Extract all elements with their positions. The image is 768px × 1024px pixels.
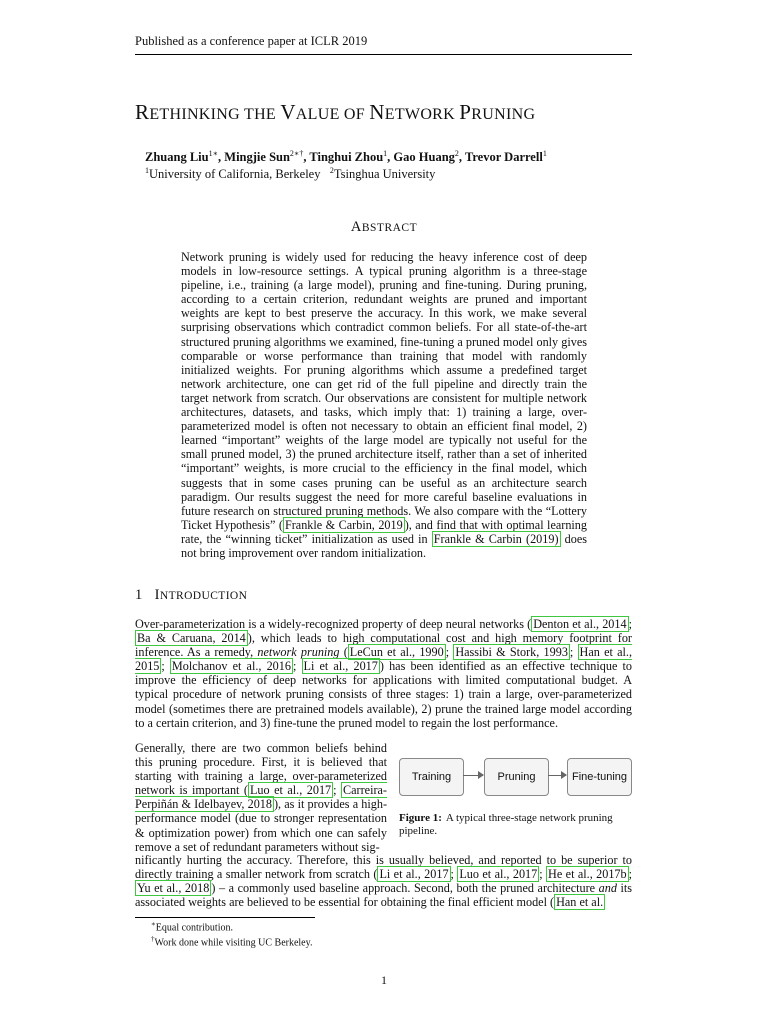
citation-link[interactable]: LeCun et al., 1990	[349, 645, 444, 660]
footnote-rule	[135, 917, 315, 918]
author-name: Zhuang Liu	[145, 150, 209, 165]
citation-link[interactable]: Luo et al., 2017	[459, 867, 538, 882]
intro-paragraph-1: Over-parameterization is a widely-recognized property of deep neural networks ( Denton et al., 2014 ; Ba & Caruana, 2014 ), which leads to high computational cost and high memory footprint for inference. As a remedy, network pruning ( LeCun et al., 1990 ; Hassibi & Stork, 1993 ; Han et al., 2015 ; Molchanov et al., 2016 ; Li et al., 2017 ) has been identified as an effective technique to improve the efficiency of deep networks for applications with limited computational budget. A typical procedure of network pruning consists of three stages: 1) train a large, over-parameterized model (sometimes there are pretrained models available), 2) prune the trained large model according to a certain criterion, and 3) fine-tune the pruned model to regain the lost performance.	[135, 617, 633, 730]
citation-link[interactable]: Li et al., 2017	[379, 867, 449, 882]
page-number: 1	[381, 973, 387, 987]
arrow-icon	[548, 775, 566, 776]
training-box: Training	[399, 758, 464, 796]
conference-header: Published as a conference paper at ICLR 2019	[135, 34, 632, 55]
citation-link[interactable]: Ba & Caruana, 2014	[137, 631, 246, 646]
citation-link[interactable]: Denton et al., 2014	[533, 617, 627, 631]
pruning-box: Pruning	[484, 758, 549, 796]
paper-title: RETHINKING THE VALUE OF NETWORK PRUNING	[135, 100, 536, 124]
author-list: Zhuang Liu$^{1∗}$, Mingjie Sun$^{2∗\dagger}$, Tinghui Zhou$^1$, Gao Huang$^2$, Trevor Darrell$^1$	[145, 149, 547, 165]
affiliation: Tsinghua University	[333, 167, 436, 182]
abstract-text: Network pruning is widely used for reducing the heavy inference cost of deep models in low-resource settings. A typical pruning algorithm is a three-stage pipeline, i.e., training (a large model), pruning and fine-tuning. During pruning, according to a certain criterion, redundant weights are pruned and important weights are kept to best preserve the accuracy. In this work, we make several surprising observations which contradict common beliefs. For all state-of-the-art structured pruning algorithms we examined, fine-tuning a pruned model only gives comparable or worse performance than training that model with randomly initialized weights. For pruning algorithms which assume a predefined target network architecture, one can get rid of the full pipeline and directly train the target network from scratch. Our observations are consistent for multiple network architectures, datasets, and tasks, which imply that: 1) training a large, over-parameterized model is often not necessary to obtain an efficient final model, 2) learned “important” weights of the large model are typically not useful for the small pruned model, 3) the pruned architecture itself, rather than a set of inherited “important” weights, is more crucial to the efficiency in the final model, which suggests that in some cases pruning can be useful as an architecture search paradigm. Our results suggest the need for more careful baseline evaluations in future research on structured pruning methods. We also compare with the “Lottery Ticket Hypothesis” ( Frankle & Carbin, 2019 ), and find that with optimal learning rate, the “winning ticket” initialization as used in Frankle & Carbin (2019) does not bring improvement over random initialization.	[181, 250, 588, 560]
intro-paragraph-2-column: Generally, there are two common beliefs behind this pruning procedure. First, it is believed that starting with training a large, over-parameterized network is important ( Luo et al., 2017 ; Carreira-Perpiñán & Idelbayev, 2018 ), as it provides a high-performance model (due to stronger representation & optimization power) from which one can safely remove a set of redundant parameters without sig-	[135, 741, 387, 854]
affiliation: University of California, Berkeley	[149, 167, 321, 182]
author-name: Tinghui Zhou	[309, 150, 384, 165]
arrow-icon	[463, 775, 483, 776]
citation-link[interactable]: Luo et al., 2017	[249, 783, 332, 798]
pipeline-figure	[399, 758, 632, 796]
footnote: †Work done while visiting UC Berkeley.	[151, 935, 313, 949]
citation-link[interactable]: He et al., 2017b	[548, 867, 627, 882]
author-name: Trevor Darrell	[464, 150, 543, 165]
citation-link[interactable]: Frankle & Carbin (2019)	[433, 531, 559, 546]
citation-link[interactable]: Carreira-Perpiñán & Idelbayev, 2018	[135, 783, 387, 812]
affiliations: $^1$University of California, Berkeley $^2$Tsinghua University	[145, 166, 436, 182]
figure-caption: Figure 1: A typical three-stage network pruning pipeline.	[399, 812, 613, 837]
author-name: Gao Huang	[393, 150, 455, 165]
section-heading-introduction: 1 INTRODUCTION	[135, 587, 248, 603]
footnote: ∗Equal contribution.	[151, 920, 233, 934]
author-name: Mingjie Sun	[224, 150, 290, 165]
citation-link[interactable]: Yu et al., 2018	[137, 881, 210, 896]
intro-paragraph-2-full: nificantly hurting the accuracy. Therefore, this is usually believed, and reported to be superior to directly training a smaller network from scratch ( Li et al., 2017 ; Luo et al., 2017 ; He et al., 2017b ; Yu et al., 2018 ) – a commonly used baseline approach. Second, both the pruned architecture and its associated weights are believed to be essential for obtaining the final efficient model ( Han et al.	[135, 853, 633, 910]
citation-link[interactable]: Frankle & Carbin, 2019	[284, 517, 403, 532]
citation-link[interactable]: Li et al., 2017	[303, 659, 378, 674]
citation-link[interactable]: Molchanov et al., 2016	[171, 659, 291, 674]
citation-link[interactable]: Hassibi & Stork, 1993	[455, 645, 568, 660]
abstract-heading: ABSTRACT	[350, 219, 418, 235]
citation-link[interactable]: Han et al.	[556, 895, 604, 910]
citation-link[interactable]: Han et al., 2015	[135, 645, 632, 674]
fine-tuning-box: Fine-tuning	[567, 758, 632, 796]
